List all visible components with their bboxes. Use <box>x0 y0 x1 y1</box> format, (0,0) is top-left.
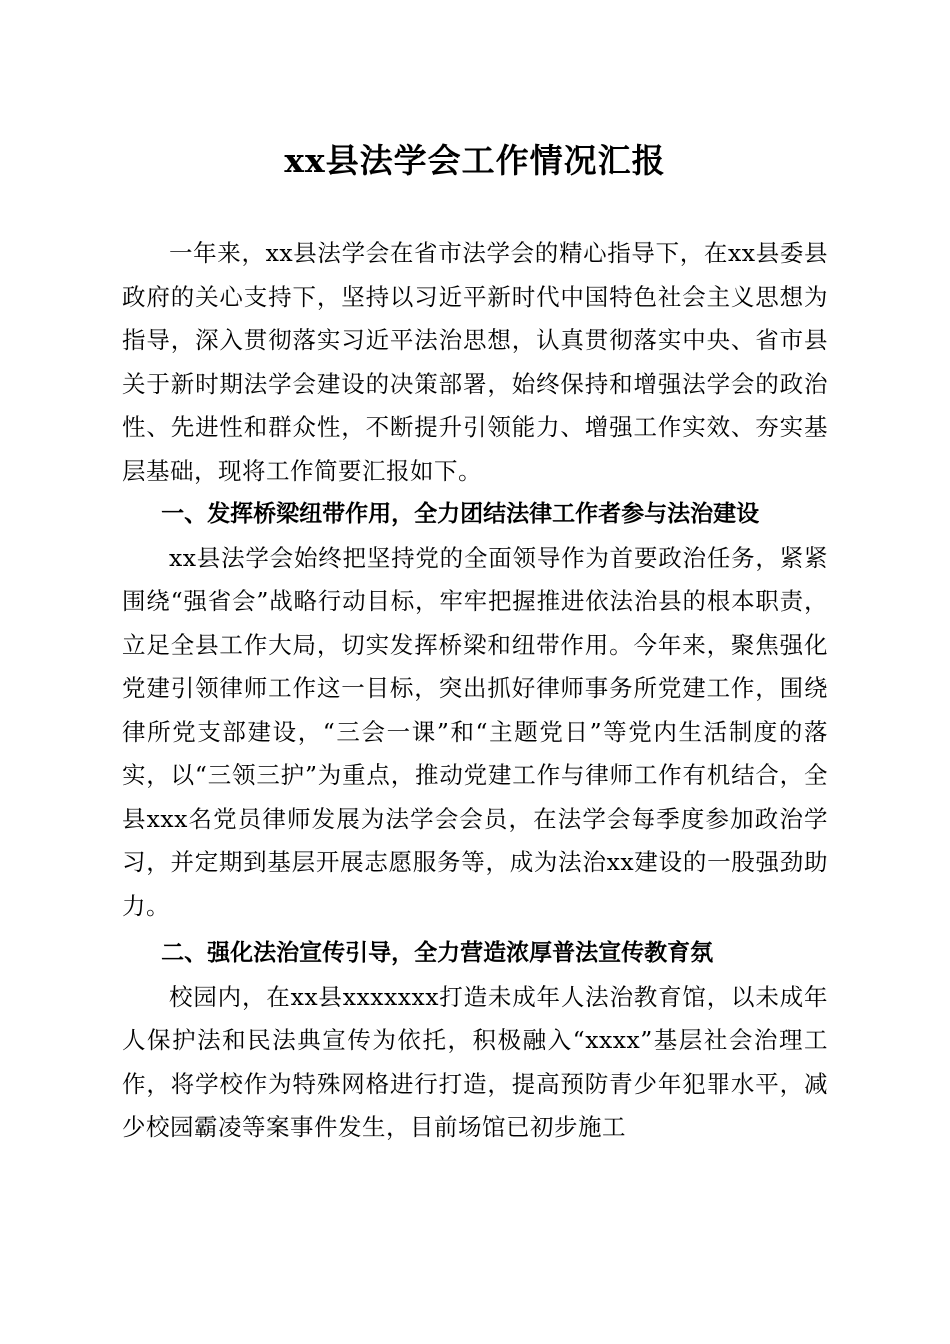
document-body <box>122 232 828 1150</box>
intro-paragraph: 一年来，xx县法学会在省市法学会的精心指导下，在xx县委县政府的关心支持下，坚持以习近平新时代中国特色社会主义思想为指导，深入贯彻落实习近平法治思想，认真贯彻落实中央、省市县关于新时期法学会建设的决策部署，始终保持和增强法学会的政治性、先进性和群众性，不断提升引领能力、增强工作实效、夯实基层基础，现将工作简要汇报如下。 <box>122 239 828 485</box>
section-1-paragraph: xx县法学会始终把坚持党的全面领导作为首要政治任务，紧紧围绕“强省会”战略行动目标，牢牢把握推进依法治县的根本职责，立足全县工作大局，切实发挥桥梁和纽带作用。今年来，聚焦强化党建引领律师工作这一目标，突出抓好律师事务所党建工作，围绕律所党支部建设，“三会一课”和“主题党日”等党内生活制度的落实，以“三领三护”为重点，推动党建工作与律师工作有机结合，全县xxx名党员律师发展为法学会会员，在法学会每季度参加政治学习，并定期到基层开展志愿服务等，成为法治xx建设的一股强劲助力。 <box>122 543 828 920</box>
section-1-heading: 一、发挥桥梁纽带作用，全力团结法律工作者参与法治建设 <box>161 501 760 527</box>
section-2-heading: 二、强化法治宣传引导，全力营造浓厚普法宣传教育氛 <box>161 940 714 966</box>
document-title: xx县法学会工作情况汇报 <box>284 141 666 180</box>
section-2-paragraph: 校园内，在xx县xxxxxxx打造未成年人法治教育馆，以未成年人保护法和民法典宣传为依托，积极融入“xxxx”基层社会治理工作，将学校作为特殊网格进行打造，提高预防青少年犯罪水平，减少校园霸凌等案事件发生，目前场馆已初步施工 <box>122 982 828 1141</box>
